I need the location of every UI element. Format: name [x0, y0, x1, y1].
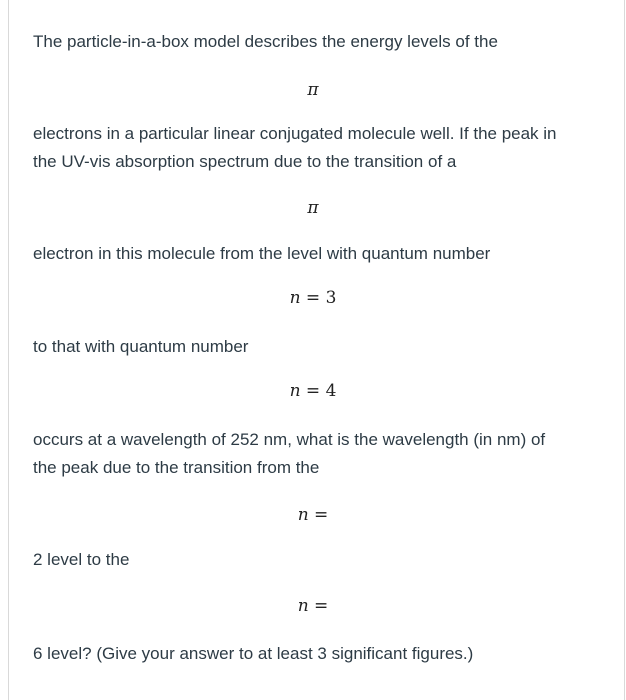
- pi-symbol: π: [307, 198, 319, 218]
- math-variable-n: n: [289, 381, 301, 401]
- pi-symbol: π: [307, 80, 319, 100]
- question-text-1: The particle-in-a-box model describes the energy levels of the: [33, 32, 498, 51]
- math-variable-n: n: [297, 505, 309, 525]
- question-text-2-line-1: electrons in a particular linear conjugated molecule well. If the peak in: [33, 124, 557, 143]
- question-text-5: [33, 426, 603, 482]
- math-pi-2: [0, 198, 626, 218]
- math-variable-n: n: [297, 596, 309, 616]
- question-text-4: to that with quantum number: [33, 337, 249, 356]
- math-equation-rest: =: [308, 596, 329, 616]
- math-n-equals-4: [0, 381, 626, 401]
- math-n-equals-b: [0, 596, 626, 616]
- question-text-5-line-2: the peak due to the transition from the: [33, 458, 320, 477]
- math-equation-rest: =: [308, 505, 329, 525]
- math-equation-rest: = 3: [300, 288, 337, 308]
- question-text-3: electron in this molecule from the level with quantum number: [33, 244, 491, 263]
- math-n-equals-3: [0, 288, 626, 308]
- math-equation-rest: = 4: [300, 381, 337, 401]
- question-text-7: 6 level? (Give your answer to at least 3 significant figures.): [33, 644, 474, 663]
- math-n-equals-a: [0, 505, 626, 525]
- question-text-2: [33, 120, 603, 176]
- question-text-6: 2 level to the: [33, 550, 130, 569]
- math-variable-n: n: [289, 288, 301, 308]
- question-text-5-line-1: occurs at a wavelength of 252 nm, what is the wavelength (in nm) of: [33, 430, 546, 449]
- math-pi-1: [0, 80, 626, 100]
- question-text-2-line-2: the UV-vis absorption spectrum due to the transition of a: [33, 152, 457, 171]
